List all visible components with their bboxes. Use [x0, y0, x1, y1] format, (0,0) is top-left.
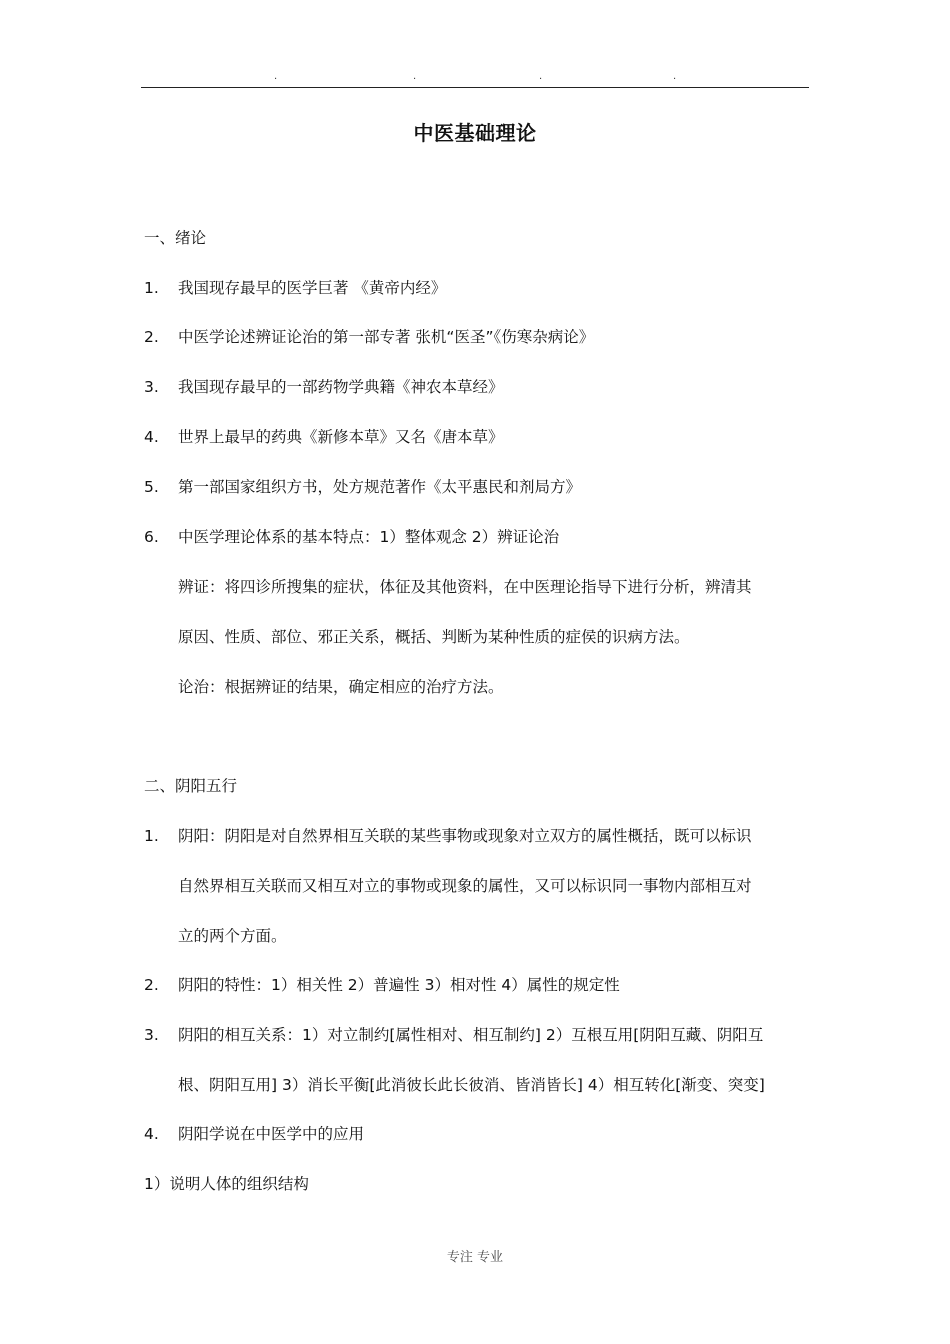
item-text: 根、阴阳互用] 3）消长平衡[此消彼长此长彼消、皆消皆长] 4）相互转化[渐变、突变]	[178, 1076, 765, 1094]
item-text: 世界上最早的药典《新修本草》又名《唐本草》	[178, 428, 504, 446]
page-header-dots	[0, 72, 950, 84]
header-dot: .	[413, 71, 417, 82]
header-dot: .	[274, 71, 278, 82]
item-text: 辨证：将四诊所搜集的症状，体征及其他资料，在中医理论指导下进行分析，辨清其	[178, 578, 752, 596]
document-title: 中医基础理论	[413, 121, 537, 145]
header-dot: .	[673, 71, 677, 82]
sub-item-text: 1）说明人体的组织结构	[144, 1175, 309, 1193]
item-text: 第一部国家组织方书，处方规范著作《太平惠民和剂局方》	[178, 478, 582, 496]
item-text: 阴阳：阴阳是对自然界相互关联的某些事物或现象对立双方的属性概括，既可以标识	[178, 827, 752, 845]
header-rule	[141, 87, 809, 88]
item-number: 5.	[144, 478, 159, 496]
item-text: 阴阳的相互关系：1）对立制约[属性相对、相互制约] 2）互根互用[阴阳互藏、阴阳互	[178, 1026, 764, 1044]
item-text: 自然界相互关联而又相互对立的事物或现象的属性，又可以标识同一事物内部相互对	[178, 877, 752, 895]
item-number: 3.	[144, 378, 159, 396]
item-text: 阴阳的特性：1）相关性 2）普遍性 3）相对性 4）属性的规定性	[178, 976, 620, 994]
item-number: 6.	[144, 528, 159, 546]
item-number: 1.	[144, 827, 159, 845]
section-heading: 二、阴阳五行	[144, 777, 238, 795]
item-number: 4.	[144, 1125, 159, 1143]
item-text: 阴阳学说在中医学中的应用	[178, 1125, 365, 1143]
item-text: 立的两个方面。	[178, 927, 287, 945]
section-heading: 一、绪论	[144, 229, 207, 247]
item-text: 我国现存最早的医学巨著 《黄帝内经》	[178, 279, 447, 297]
item-number: 4.	[144, 428, 159, 446]
item-number: 2.	[144, 976, 159, 994]
item-text: 中医学理论体系的基本特点：1）整体观念 2）辨证论治	[178, 528, 560, 546]
item-number: 3.	[144, 1026, 159, 1044]
item-text: 我国现存最早的一部药物学典籍《神农本草经》	[178, 378, 504, 396]
item-text: 论治：根据辨证的结果，确定相应的治疗方法。	[178, 678, 504, 696]
header-dot: .	[539, 71, 543, 82]
page-footer: 专注 专业	[446, 1250, 504, 1265]
item-text: 原因、性质、部位、邪正关系，概括、判断为某种性质的症侯的识病方法。	[178, 628, 690, 646]
item-text: 中医学论述辨证论治的第一部专著 张机“医圣”《伤寒杂病论》	[178, 328, 595, 346]
item-number: 2.	[144, 328, 159, 346]
item-number: 1.	[144, 279, 159, 297]
